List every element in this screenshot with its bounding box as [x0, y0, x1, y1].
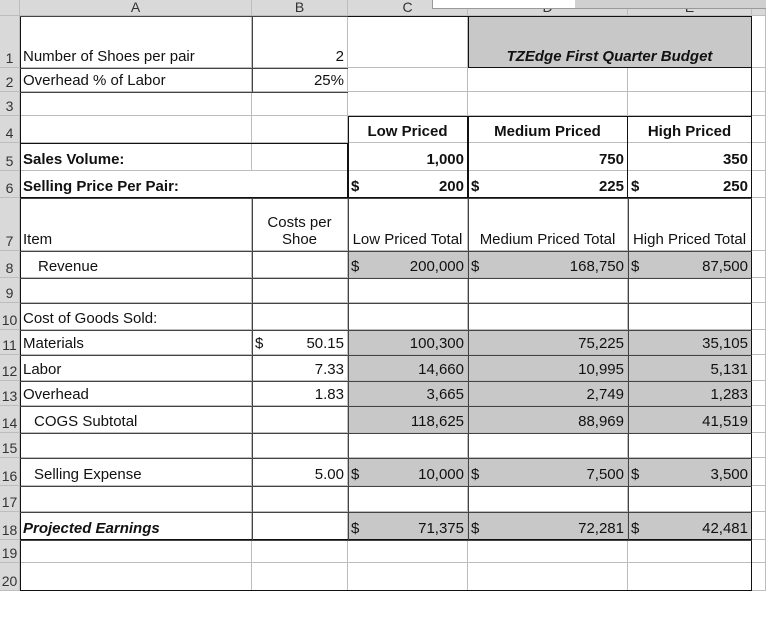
gridline-v [252, 198, 253, 540]
gridline-h [20, 355, 752, 356]
cell-partial-4 [752, 116, 766, 143]
overlay-strip-gray [575, 0, 766, 8]
cell-d9[interactable] [468, 278, 628, 303]
row-header-17[interactable]: 17 [0, 486, 20, 512]
cell-partial-19 [752, 540, 766, 563]
cell-b12[interactable]: 7.33 [252, 355, 348, 381]
cell-b20[interactable] [252, 563, 348, 591]
cell-c2[interactable] [348, 68, 468, 92]
row-header-18[interactable]: 18 [0, 512, 20, 540]
cell-c19[interactable] [348, 540, 468, 563]
cell-e20[interactable] [628, 563, 752, 591]
cell-e8[interactable] [628, 251, 752, 278]
row-header-9[interactable]: 9 [0, 278, 20, 303]
cell-c3[interactable] [348, 92, 468, 116]
cell-e13[interactable]: 1,283 [628, 381, 752, 406]
cell-a8[interactable]: Revenue [20, 251, 252, 278]
gridline-v [348, 198, 349, 540]
cell-a11[interactable]: Materials [20, 330, 252, 355]
row-header-7[interactable]: 7 [0, 198, 20, 251]
cell-e16[interactable] [628, 458, 752, 486]
cell-c10[interactable] [348, 303, 468, 330]
cell-d19[interactable] [468, 540, 628, 563]
cell-value: 72,281 [578, 520, 624, 537]
cell-a10[interactable]: Cost of Goods Sold: [20, 303, 252, 330]
gridline-h [20, 68, 348, 69]
cell-c11[interactable]: 100,300 [348, 330, 468, 355]
cell-a17[interactable] [20, 486, 252, 512]
cell-c15[interactable] [348, 433, 468, 458]
currency-symbol: $ [631, 258, 640, 275]
cell-partial-7 [752, 198, 766, 251]
cell-a19[interactable] [20, 540, 252, 563]
row-header-3[interactable]: 3 [0, 92, 20, 116]
cell-value: 87,500 [702, 258, 748, 275]
cell-c14[interactable]: 118,625 [348, 406, 468, 433]
cell-b15[interactable] [252, 433, 348, 458]
cell-partial-9 [752, 278, 766, 303]
cell-d10[interactable] [468, 303, 628, 330]
cell-value: 168,750 [569, 258, 624, 275]
cell-d4[interactable]: Medium Priced [468, 116, 628, 143]
gridline-h [20, 433, 752, 434]
cell-c4[interactable]: Low Priced [348, 116, 468, 143]
cell-b16[interactable]: 5.00 [252, 458, 348, 486]
cell-d2[interactable] [468, 68, 628, 92]
gridline-h [20, 458, 752, 459]
cell-d6[interactable] [468, 171, 628, 198]
cell-b1[interactable]: 2 [252, 16, 348, 68]
cell-b4[interactable] [252, 116, 348, 143]
cell-e5[interactable]: 350 [628, 143, 752, 171]
cell-d1[interactable]: TZEdge First Quarter Budget [468, 16, 752, 68]
cell-c8[interactable] [348, 251, 468, 278]
currency-symbol: $ [471, 178, 480, 195]
cell-e7[interactable]: High Priced Total [628, 198, 752, 251]
gridline-h [20, 198, 752, 199]
cell-partial-10 [752, 303, 766, 330]
cell-value: 200,000 [409, 258, 464, 275]
row-header-15[interactable]: 15 [0, 433, 20, 458]
currency-symbol: $ [351, 258, 360, 275]
cell-d11[interactable]: 75,225 [468, 330, 628, 355]
cell-c7[interactable]: Low Priced Total [348, 198, 468, 251]
gridline-h [20, 486, 752, 487]
currency-symbol: $ [351, 466, 360, 483]
gridline-h [20, 330, 752, 331]
cell-c6[interactable] [348, 171, 468, 198]
row-header-14[interactable]: 14 [0, 406, 20, 433]
row-header-20[interactable]: 20 [0, 563, 20, 591]
cell-value: 250 [722, 178, 748, 195]
cell-c5[interactable]: 1,000 [348, 143, 468, 171]
cell-partial-1 [752, 16, 766, 68]
cell-b2[interactable]: 25% [252, 68, 348, 92]
gridline-h [20, 540, 752, 541]
cell-partial-15 [752, 433, 766, 458]
cell-e18[interactable] [628, 512, 752, 540]
cell-e15[interactable] [628, 433, 752, 458]
cell-e4[interactable]: High Priced [628, 116, 752, 143]
cell-d15[interactable] [468, 433, 628, 458]
cell-c12[interactable]: 14,660 [348, 355, 468, 381]
cell-d13[interactable]: 2,749 [468, 381, 628, 406]
cell-e17[interactable] [628, 486, 752, 512]
gridline-v [252, 16, 253, 92]
cell-value: 7,500 [586, 466, 624, 483]
currency-symbol: $ [255, 335, 264, 352]
gridline-h [20, 92, 348, 93]
gridline-h [20, 16, 348, 17]
currency-symbol: $ [631, 520, 640, 537]
cell-d18[interactable] [468, 512, 628, 540]
cell-a4[interactable] [20, 116, 252, 143]
gridline-h [20, 278, 752, 279]
cell-partial-6 [752, 171, 766, 198]
gridline-h [20, 512, 752, 513]
cell-a9[interactable] [20, 278, 252, 303]
cell-e9[interactable] [628, 278, 752, 303]
cell-e19[interactable] [628, 540, 752, 563]
currency-symbol: $ [471, 466, 480, 483]
cell-b5[interactable] [252, 143, 348, 171]
cell-a15[interactable] [20, 433, 252, 458]
cell-partial-13 [752, 381, 766, 406]
cell-d14[interactable]: 88,969 [468, 406, 628, 433]
row-header-12[interactable]: 12 [0, 355, 20, 381]
cell-d7[interactable]: Medium Priced Total [468, 198, 628, 251]
cell-value: 200 [438, 178, 464, 195]
cell-e14[interactable]: 41,519 [628, 406, 752, 433]
cell-b17[interactable] [252, 486, 348, 512]
row-header-11[interactable]: 11 [0, 330, 20, 355]
column-header-b[interactable]: B [252, 0, 348, 16]
cell-d3[interactable] [468, 92, 628, 116]
cell-d12[interactable]: 10,995 [468, 355, 628, 381]
cell-e10[interactable] [628, 303, 752, 330]
cell-a2[interactable]: Overhead % of Labor [20, 68, 252, 92]
currency-symbol: $ [351, 520, 360, 537]
cell-b3[interactable] [252, 92, 348, 116]
cell-value: 71,375 [418, 520, 464, 537]
cell-value: 42,481 [702, 520, 748, 537]
cell-d17[interactable] [468, 486, 628, 512]
gridline-h [20, 381, 752, 382]
row-header-16[interactable]: 16 [0, 458, 20, 486]
cell-partial-16 [752, 458, 766, 486]
cell-b18[interactable] [252, 512, 348, 540]
cell-e12[interactable]: 5,131 [628, 355, 752, 381]
gridline-h [20, 303, 752, 304]
cell-b8[interactable] [252, 251, 348, 278]
cell-partial-12 [752, 355, 766, 381]
cell-a16[interactable]: Selling Expense [20, 458, 252, 486]
row-header-19[interactable]: 19 [0, 540, 20, 563]
cell-a13[interactable]: Overhead [20, 381, 252, 406]
cell-d16[interactable] [468, 458, 628, 486]
row-header-8[interactable]: 8 [0, 251, 20, 278]
currency-symbol: $ [351, 178, 360, 195]
cell-value: 225 [598, 178, 624, 195]
row-header-5[interactable]: 5 [0, 143, 20, 171]
cell-c20[interactable] [348, 563, 468, 591]
cell-partial-14 [752, 406, 766, 433]
cell-d20[interactable] [468, 563, 628, 591]
cell-a7[interactable]: Item [20, 198, 252, 251]
cell-partial-17 [752, 486, 766, 512]
cell-b10[interactable] [252, 303, 348, 330]
row-header-13[interactable]: 13 [0, 381, 20, 406]
cell-a3[interactable] [20, 92, 252, 116]
cell-value: 50.15 [306, 335, 344, 352]
cell-d5[interactable]: 750 [468, 143, 628, 171]
cell-partial-3 [752, 92, 766, 116]
cell-partial-2 [752, 68, 766, 92]
cell-partial-8 [752, 251, 766, 278]
select-all-corner[interactable] [0, 0, 20, 16]
column-header-a[interactable]: A [20, 0, 252, 16]
cell-e6[interactable] [628, 171, 752, 198]
cell-c9[interactable] [348, 278, 468, 303]
cell-a20[interactable] [20, 563, 252, 591]
cell-partial-5 [752, 143, 766, 171]
cell-c1[interactable] [348, 16, 468, 68]
cell-b11[interactable] [252, 330, 348, 355]
cell-c13[interactable]: 3,665 [348, 381, 468, 406]
cell-a1[interactable]: Number of Shoes per pair [20, 16, 252, 68]
row-header-2[interactable]: 2 [0, 68, 20, 92]
cell-c18[interactable] [348, 512, 468, 540]
column-header-c[interactable]: C [348, 0, 468, 16]
cell-c17[interactable] [348, 486, 468, 512]
currency-symbol: $ [471, 258, 480, 275]
cell-partial-18 [752, 512, 766, 540]
cell-c16[interactable] [348, 458, 468, 486]
cell-e2[interactable] [628, 68, 752, 92]
cell-a12[interactable]: Labor [20, 355, 252, 381]
cell-d8[interactable] [468, 251, 628, 278]
currency-symbol: $ [631, 178, 640, 195]
cell-value: 10,000 [418, 466, 464, 483]
cell-a5[interactable]: Sales Volume: [20, 143, 252, 171]
cell-partial-20 [752, 563, 766, 591]
cell-partial-11 [752, 330, 766, 355]
cell-b14[interactable] [252, 406, 348, 433]
cell-value: 3,500 [710, 466, 748, 483]
cell-b9[interactable] [252, 278, 348, 303]
cell-a14[interactable]: COGS Subtotal [20, 406, 252, 433]
currency-symbol: $ [471, 520, 480, 537]
cell-a18[interactable]: Projected Earnings [20, 512, 252, 540]
row-header-10[interactable]: 10 [0, 303, 20, 330]
row-header-4[interactable]: 4 [0, 116, 20, 143]
cell-a6[interactable]: Selling Price Per Pair: [20, 171, 348, 198]
cell-e11[interactable]: 35,105 [628, 330, 752, 355]
cell-b7[interactable]: Costs per Shoe [252, 198, 348, 251]
gridline-h [20, 406, 752, 407]
row-header-6[interactable]: 6 [0, 171, 20, 198]
cell-e3[interactable] [628, 92, 752, 116]
currency-symbol: $ [631, 466, 640, 483]
gridline-v [468, 198, 469, 540]
gridline-v [628, 198, 629, 540]
row-header-1[interactable]: 1 [0, 16, 20, 68]
gridline-h [20, 251, 752, 252]
cell-b19[interactable] [252, 540, 348, 563]
cell-b13[interactable]: 1.83 [252, 381, 348, 406]
